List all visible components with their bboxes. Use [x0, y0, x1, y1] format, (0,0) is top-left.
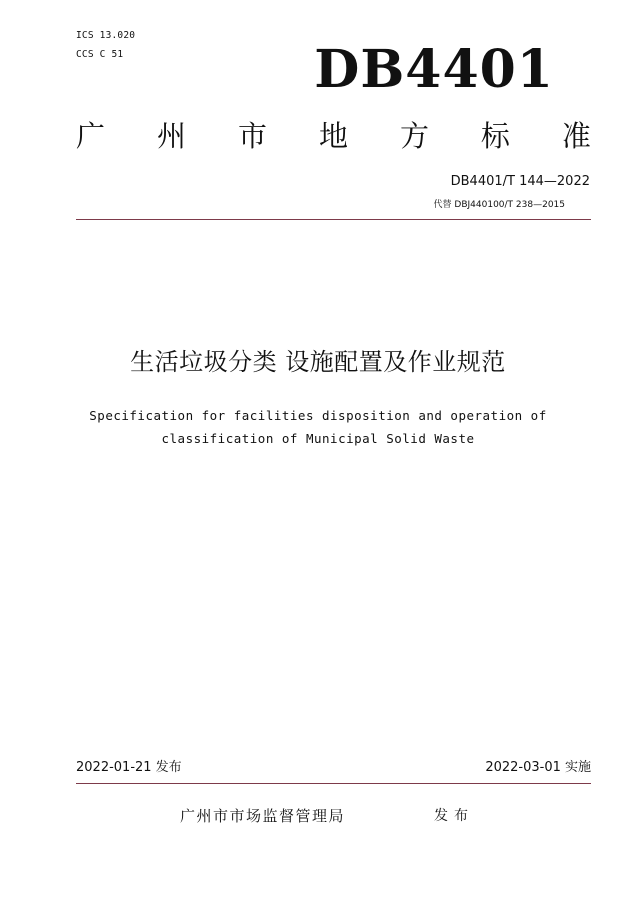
issue-date: 2022-01-21 发布 — [76, 760, 182, 775]
ics-code: ICS 13.020 — [76, 30, 136, 41]
standard-type-char: 市 — [237, 118, 267, 153]
standard-number: DB4401/T 144—2022 — [450, 174, 590, 189]
standard-type-char: 准 — [561, 118, 591, 153]
issue-label: 发布 — [434, 808, 474, 824]
ccs-code: CCS C 51 — [76, 49, 124, 60]
footer-divider — [76, 783, 591, 784]
standard-code-logo: DB4401 — [314, 39, 554, 100]
issuing-authority: 广州市市场监督管理局 — [180, 807, 346, 825]
standard-type-char: 方 — [399, 118, 429, 153]
document-title-zh: 生活垃圾分类 设施配置及作业规范 — [130, 348, 506, 376]
standard-type-char: 州 — [156, 118, 186, 153]
document-title-en-line: classification of Municipal Solid Waste — [161, 431, 475, 446]
standard-type-char: 标 — [480, 118, 510, 153]
standard-type-char: 广 — [76, 118, 106, 153]
replaces-standard: 代替 DBJ440100/T 238—2015 — [433, 200, 565, 210]
header-divider — [76, 219, 591, 220]
standard-type-title — [76, 112, 591, 156]
document-title-en — [0, 404, 636, 450]
standard-type-char: 地 — [318, 118, 348, 153]
implementation-date: 2022-03-01 实施 — [485, 760, 591, 775]
document-title-en-line: Specification for facilities disposition and operation of — [89, 408, 547, 423]
